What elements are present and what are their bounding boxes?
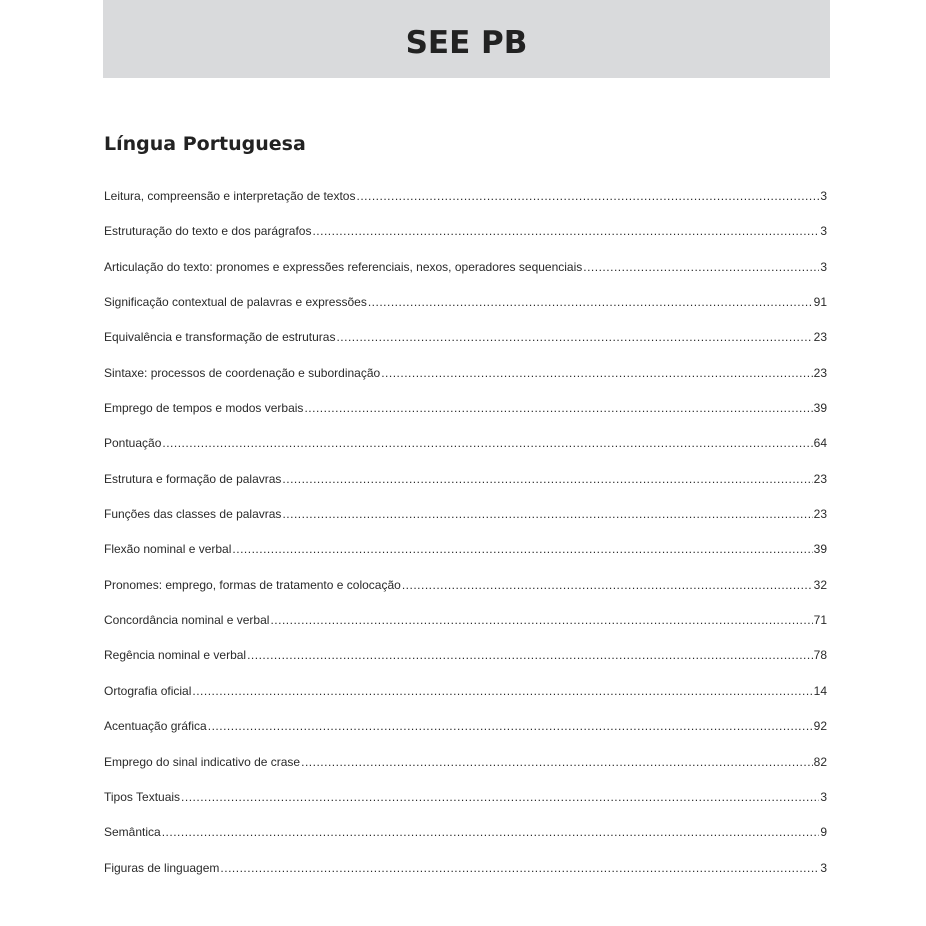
toc-entry-label: Estrutura e formação de palavras — [104, 471, 282, 486]
toc-entry-page-number: 78 — [813, 648, 827, 663]
toc-entry-label: Significação contextual de palavras e expressões — [104, 295, 367, 310]
document-title: SEE PB — [405, 25, 528, 61]
toc-dot-leader — [181, 790, 819, 804]
toc-entry-page-number: 3 — [820, 224, 827, 239]
toc-entry-label: Flexão nominal e verbal — [104, 542, 232, 557]
toc-dot-leader — [282, 507, 812, 521]
toc-entry-page-number: 92 — [813, 719, 827, 734]
toc-entry-page-number: 23 — [813, 507, 827, 522]
toc-dot-leader — [247, 648, 813, 662]
toc-dot-leader — [583, 260, 819, 274]
toc-entry-page-number: 23 — [813, 330, 827, 345]
toc-dot-leader — [208, 719, 813, 733]
toc-entry — [104, 719, 827, 754]
toc-entry — [104, 472, 827, 507]
toc-entry-label: Emprego do sinal indicativo de crase — [104, 754, 301, 769]
toc-entry-label: Articulação do texto: pronomes e expressões referenciais, nexos, operadores sequenciais — [104, 259, 583, 274]
toc-entry — [104, 295, 827, 330]
toc-dot-leader — [381, 366, 812, 380]
toc-entry-page-number: 64 — [813, 436, 827, 451]
toc-entry-label: Regência nominal e verbal — [104, 648, 247, 663]
toc-dot-leader — [162, 436, 812, 450]
toc-dot-leader — [304, 401, 812, 415]
toc-entry — [104, 825, 827, 860]
toc-dot-leader — [192, 684, 812, 698]
toc-dot-leader — [368, 295, 813, 309]
toc-entry — [104, 507, 827, 542]
toc-entry-label: Figuras de linguagem — [104, 860, 220, 875]
toc-entry-label: Pronomes: emprego, formas de tratamento e colocação — [104, 577, 401, 592]
toc-entry-label: Pontuação — [104, 436, 162, 451]
toc-dot-leader — [270, 613, 812, 627]
toc-entry — [104, 790, 827, 825]
toc-dot-leader — [336, 330, 812, 344]
toc-entry — [104, 613, 827, 648]
toc-dot-leader — [282, 472, 812, 486]
toc-entry-page-number: 3 — [820, 860, 827, 875]
table-of-contents — [104, 189, 827, 896]
toc-entry-page-number: 23 — [813, 471, 827, 486]
toc-entry-page-number: 32 — [813, 577, 827, 592]
toc-entry — [104, 366, 827, 401]
toc-entry-label: Leitura, compreensão e interpretação de textos — [104, 189, 356, 203]
toc-entry-page-number: 3 — [820, 259, 827, 274]
toc-entry — [104, 224, 827, 259]
toc-entry — [104, 436, 827, 471]
toc-entry — [104, 755, 827, 790]
toc-dot-leader — [232, 542, 812, 556]
toc-entry-page-number: 91 — [813, 295, 827, 310]
toc-entry-page-number: 71 — [813, 613, 827, 628]
toc-entry — [104, 260, 827, 295]
toc-entry-page-number: 3 — [820, 189, 827, 203]
toc-entry — [104, 330, 827, 365]
toc-entry — [104, 861, 827, 896]
toc-entry-label: Equivalência e transformação de estruturas — [104, 330, 336, 345]
toc-entry-label: Concordância nominal e verbal — [104, 613, 270, 628]
toc-entry-label: Sintaxe: processos de coordenação e subordinação — [104, 365, 381, 380]
toc-entry — [104, 578, 827, 613]
toc-entry — [104, 542, 827, 577]
toc-entry — [104, 189, 827, 224]
toc-entry-label: Emprego de tempos e modos verbais — [104, 401, 304, 416]
toc-entry-label: Semântica — [104, 825, 161, 840]
toc-dot-leader — [356, 189, 819, 203]
toc-entry-label: Ortografia oficial — [104, 683, 192, 698]
toc-entry-page-number: 3 — [820, 789, 827, 804]
header-banner — [103, 0, 830, 78]
toc-entry-label: Funções das classes de palavras — [104, 507, 282, 522]
toc-entry-label: Acentuação gráfica — [104, 719, 207, 734]
toc-entry — [104, 648, 827, 683]
toc-entry-page-number: 14 — [813, 683, 827, 698]
toc-entry-page-number: 39 — [813, 542, 827, 557]
toc-entry — [104, 401, 827, 436]
toc-dot-leader — [301, 755, 813, 769]
toc-entry-page-number: 82 — [813, 754, 827, 769]
toc-entry-label: Tipos Textuais — [104, 789, 181, 804]
section-title: Língua Portuguesa — [104, 133, 306, 155]
toc-entry — [104, 684, 827, 719]
toc-dot-leader — [162, 825, 820, 839]
toc-entry-page-number: 9 — [820, 825, 827, 840]
toc-dot-leader — [402, 578, 813, 592]
toc-entry-label: Estruturação do texto e dos parágrafos — [104, 224, 312, 239]
toc-dot-leader — [220, 861, 819, 875]
toc-entry-page-number: 39 — [813, 401, 827, 416]
toc-dot-leader — [312, 224, 819, 238]
toc-entry-page-number: 23 — [813, 365, 827, 380]
